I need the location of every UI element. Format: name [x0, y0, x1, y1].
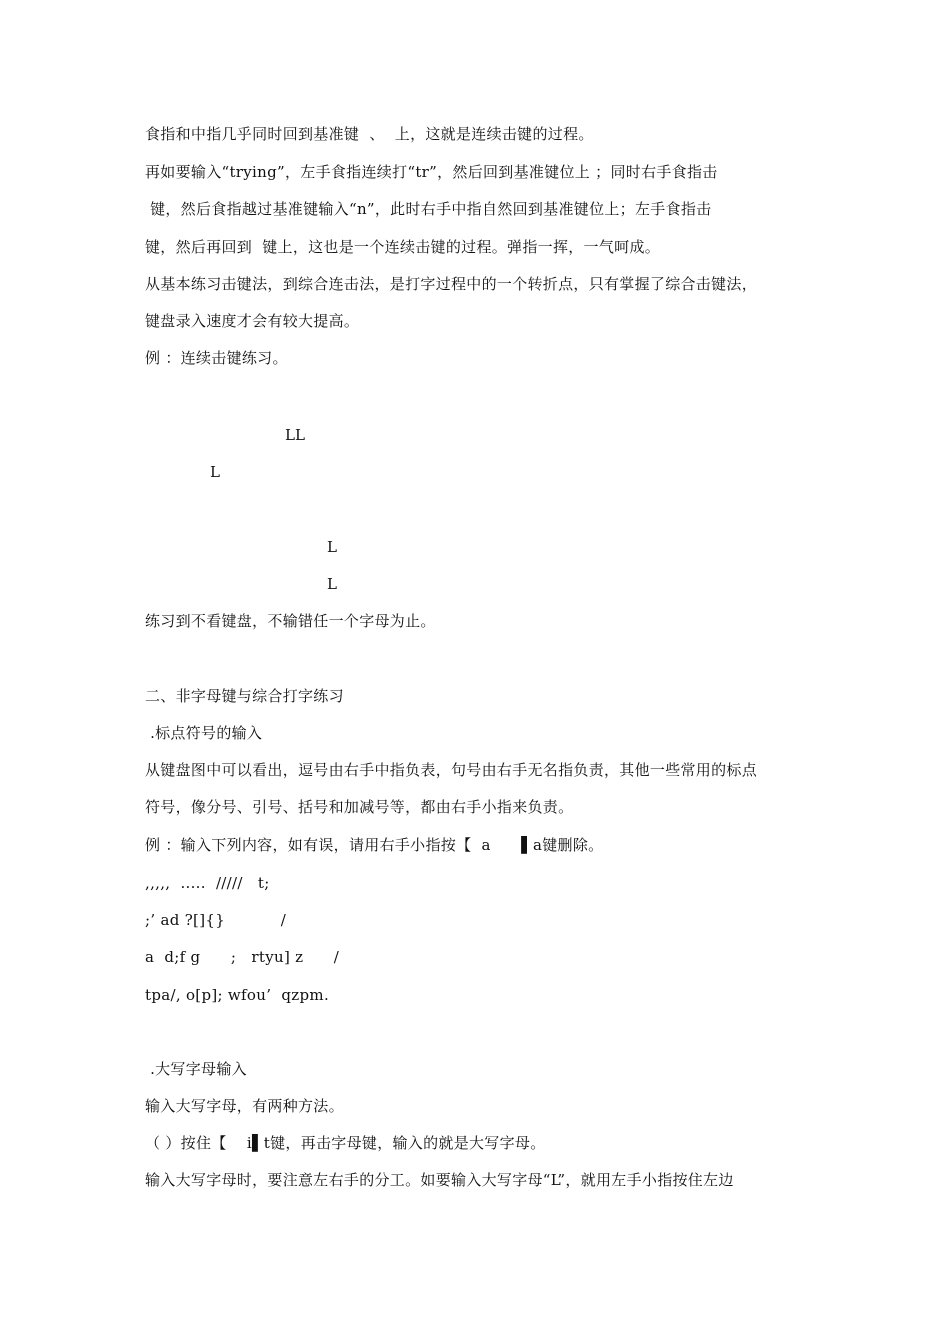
paragraph-line: 输入大写字母，有两种方法。 [145, 1097, 344, 1115]
exercise-line: ,,,,, ..... ///// t; [145, 874, 270, 892]
paragraph-line: 再如要输入“trying”，左手食指连续打“tr”，然后回到基准键位上 ；同时右手食指击 [145, 163, 718, 181]
paragraph-line: 从基本练习击键法，到综合连击法，是打字过程中的一个转折点，只有掌握了综合击键法， [145, 275, 758, 293]
exercise-letter: L [327, 575, 337, 593]
paragraph-line: 键，然后食指越过基准键输入“n”，此时右手中指自然回到基准键位上；左手食指击 [145, 200, 712, 218]
exercise-letter: L [210, 463, 220, 481]
exercise-line: a d;f g ; rtyu] z / [145, 948, 340, 966]
example-heading: 例 ：连续击键练习。 [145, 349, 288, 367]
example-heading: 例 ：输入下列内容，如有误，请用右手小指按【 a ▌a键删除。 [145, 836, 604, 854]
paragraph-line: 键盘录入速度才会有较大提高。 [145, 312, 360, 330]
section-heading: 二、非字母键与综合打字练习 [145, 687, 344, 705]
subsection-heading: .大写字母输入 [145, 1060, 247, 1078]
subsection-heading: .标点符号的输入 [145, 724, 263, 742]
paragraph-line: 键，然后再回到 键上，这也是一个连续击键的过程。弹指一挥，一气呵成。 [145, 238, 661, 256]
exercise-letter: L [327, 538, 337, 556]
paragraph-line: 练习到不看键盘，不输错任一个字母为止。 [145, 612, 436, 630]
exercise-line: ;’ ad ?[]{} / [145, 911, 287, 929]
exercise-letter: LL [285, 426, 305, 444]
paragraph-line: 符号，像分号、引号、括号和加减号等，都由右手小指来负责。 [145, 798, 574, 816]
paragraph-line: 从键盘图中可以看出，逗号由右手中指负表，句号由右手无名指负责，其他一些常用的标点 [145, 761, 758, 779]
paragraph-line: 食指和中指几乎同时回到基准键 、 上，这就是连续击键的过程。 [145, 125, 594, 143]
exercise-line: tpa/, o[p]; wfou’ qzpm. [145, 986, 330, 1004]
paragraph-line: 输入大写字母时，要注意左右手的分工。如要输入大写字母“L”，就用左手小指按住左边 [145, 1171, 734, 1189]
paragraph-line: （ ）按住【 i▌t键，再击字母键，输入的就是大写字母。 [145, 1134, 546, 1152]
